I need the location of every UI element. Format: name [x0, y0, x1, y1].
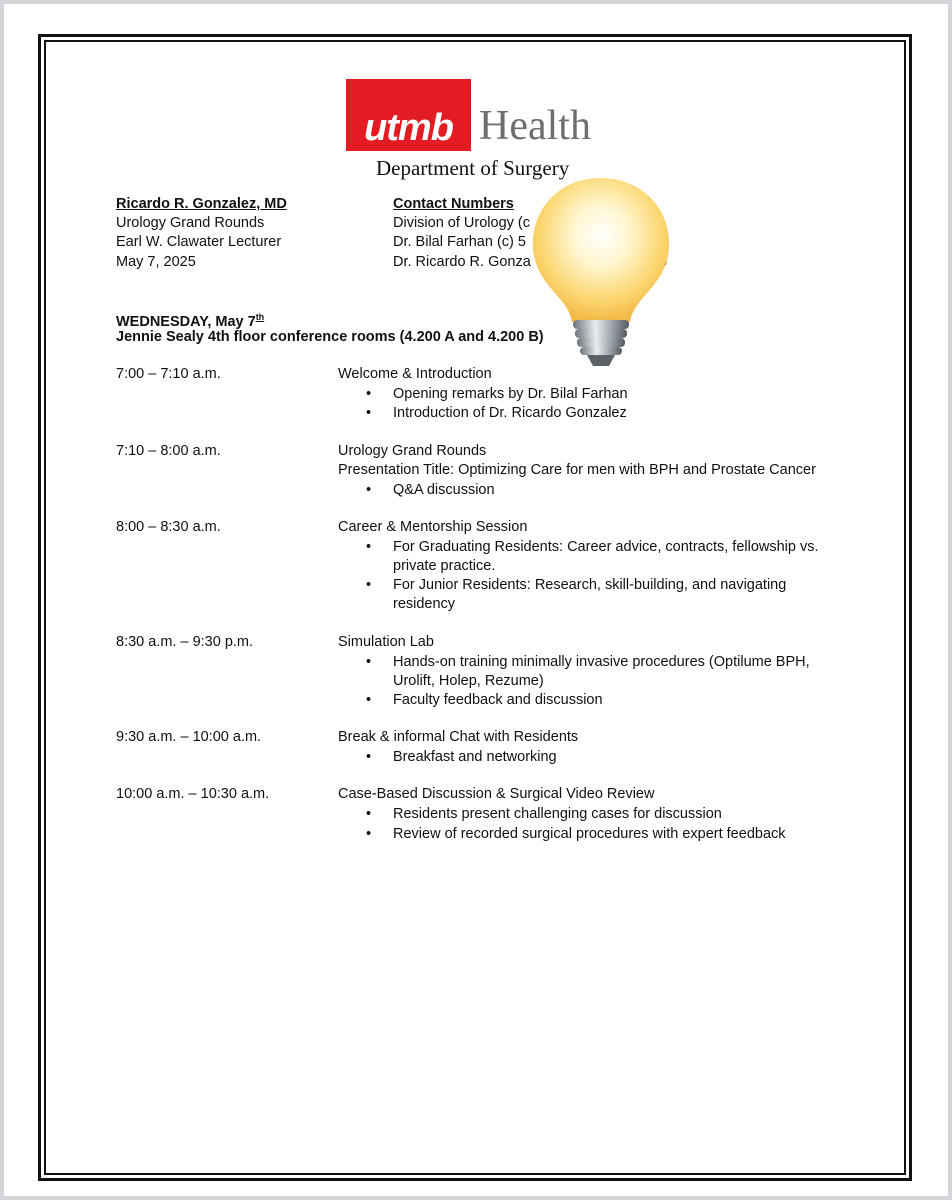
schedule-time: 10:00 a.m. – 10:30 a.m.	[116, 786, 270, 802]
schedule-time: 8:00 – 8:30 a.m.	[116, 519, 221, 535]
schedule-bullet: • For Graduating Residents: Career advice, contracts, fellowship vs.	[366, 539, 819, 555]
schedule-bullet: • Introduction of Dr. Ricardo Gonzalez	[366, 405, 627, 421]
document-page	[4, 4, 948, 1196]
contact-line: Dr. Bilal Farhan (c) 5	[393, 234, 526, 250]
schedule-title: Welcome & Introduction	[338, 366, 492, 382]
day-heading: WEDNESDAY, May 7th	[116, 312, 265, 330]
schedule-subtitle: Presentation Title: Optimizing Care for men with BPH and Prostate Cancer	[338, 462, 816, 478]
contacts-heading: Contact Numbers	[393, 196, 514, 212]
logo-red-box	[346, 79, 471, 151]
speaker-date: May 7, 2025	[116, 254, 196, 270]
schedule-bullet-cont: Urolift, Holep, Rezume)	[393, 673, 544, 689]
schedule-title: Urology Grand Rounds	[338, 443, 487, 459]
schedule-title: Case-Based Discussion & Surgical Video Review	[338, 786, 655, 802]
contact-line: Dr. Ricardo R. Gonza	[393, 254, 531, 270]
schedule-bullet: • Opening remarks by Dr. Bilal Farhan	[366, 386, 628, 402]
speaker-role: Earl W. Clawater Lecturer	[116, 234, 282, 250]
utmb-health-logo	[346, 79, 591, 151]
schedule-title: Career & Mentorship Session	[338, 519, 528, 535]
schedule-bullet-cont: private practice.	[393, 558, 496, 574]
schedule-time: 7:10 – 8:00 a.m.	[116, 443, 221, 459]
schedule-title: Break & informal Chat with Residents	[338, 729, 579, 745]
logo-brand: utmb	[364, 107, 453, 149]
schedule-bullet: • Hands-on training minimally invasive procedures (Optilume BPH,	[366, 654, 810, 670]
schedule-bullet: • Residents present challenging cases for discussion	[366, 806, 722, 822]
schedule-time: 9:30 a.m. – 10:00 a.m.	[116, 729, 262, 745]
schedule-title: Simulation Lab	[338, 634, 434, 650]
schedule-bullet: • Faculty feedback and discussion	[366, 692, 603, 708]
schedule-bullet-cont: residency	[393, 596, 456, 612]
schedule-bullet: • Breakfast and networking	[366, 749, 557, 765]
department-title: Department of Surgery	[376, 156, 570, 180]
schedule-bullet: • For Junior Residents: Research, skill-building, and navigating	[366, 577, 787, 593]
lightbulb-icon	[529, 174, 671, 369]
speaker-name: Ricardo R. Gonzalez, MD	[116, 196, 287, 212]
logo-health-text: Health	[479, 103, 591, 149]
schedule-time: 7:00 – 7:10 a.m.	[116, 366, 221, 382]
schedule-bullet: • Q&A discussion	[366, 482, 495, 498]
speaker-event: Urology Grand Rounds	[116, 215, 265, 231]
schedule-bullet: • Review of recorded surgical procedures with expert feedback	[366, 826, 786, 842]
schedule-time: 8:30 a.m. – 9:30 p.m.	[116, 634, 254, 650]
day-location: Jennie Sealy 4th floor conference rooms (4.200 A and 4.200 B)	[116, 329, 544, 345]
contact-line: Division of Urology (c	[393, 215, 530, 231]
